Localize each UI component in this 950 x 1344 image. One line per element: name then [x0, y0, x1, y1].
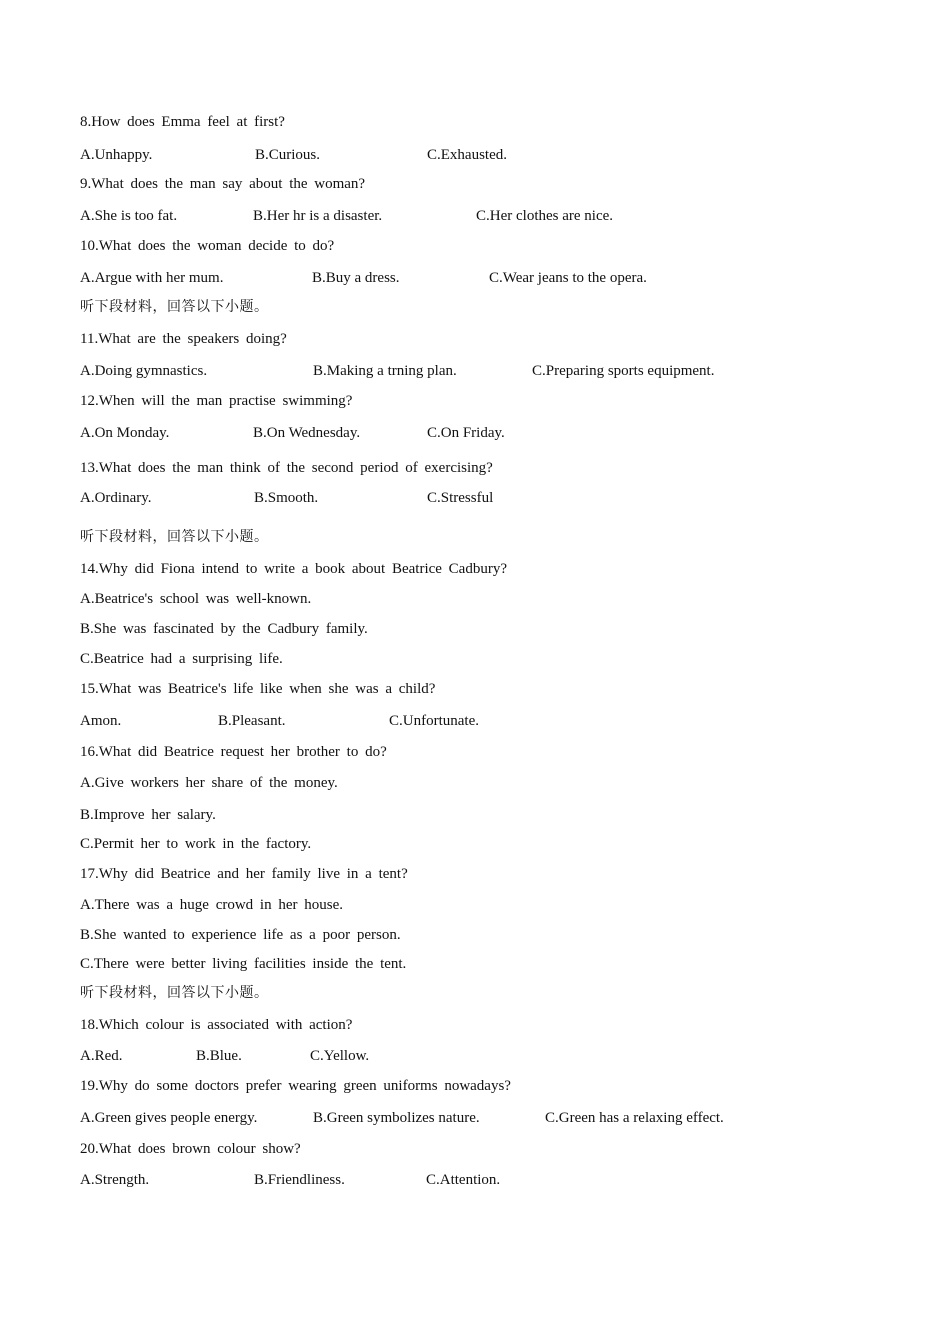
question-line: 18.Which colour is associated with action? [80, 1017, 353, 1033]
question-line: 17.Why did Beatrice and her family live in a tent? [80, 866, 408, 882]
question-line: 20.What does brown colour show? [80, 1141, 301, 1157]
section-instruction: 听下段材料，回答以下小题。 [80, 985, 269, 1001]
answer-option: B.Her hr is a disaster. [253, 208, 383, 224]
answer-option: B.Blue. [196, 1048, 242, 1064]
question-line: C.There were better living facilities inside the tent. [80, 956, 407, 972]
question-line: 11.What are the speakers doing? [80, 331, 287, 347]
question-line: B.Improve her salary. [80, 807, 216, 823]
question-line: B.She was fascinated by the Cadbury family. [80, 621, 368, 637]
answer-option: B.Green symbolizes nature. [313, 1110, 480, 1126]
section-instruction: 听下段材料，回答以下小题。 [80, 299, 269, 315]
question-line: C.Beatrice had a surprising life. [80, 651, 283, 667]
answer-option: C.Her clothes are nice. [476, 208, 614, 224]
question-line: 15.What was Beatrice's life like when she was a child? [80, 681, 436, 697]
answer-option: C.Attention. [426, 1172, 501, 1188]
question-line: A.Beatrice's school was well-known. [80, 591, 312, 607]
answer-option: A.She is too fat. [80, 208, 178, 224]
answer-option: B.Making a trning plan. [313, 363, 457, 379]
answer-option: C.On Friday. [427, 425, 505, 441]
answer-option: C.Unfortunate. [389, 713, 479, 729]
answer-option: B.Curious. [255, 147, 321, 163]
question-line: 10.What does the woman decide to do? [80, 238, 335, 254]
answer-option: A.Green gives people energy. [80, 1110, 258, 1126]
question-line: 19.Why do some doctors prefer wearing green uniforms nowadays? [80, 1078, 511, 1094]
answer-option: C.Exhausted. [427, 147, 507, 163]
question-line: A.There was a huge crowd in her house. [80, 897, 343, 913]
answer-option: A.On Monday. [80, 425, 170, 441]
answer-option: C.Preparing sports equipment. [532, 363, 715, 379]
answer-option: B.Buy a dress. [312, 270, 400, 286]
answer-option: Amon. [80, 713, 122, 729]
question-line: 12.When will the man practise swimming? [80, 393, 353, 409]
answer-option: C.Wear jeans to the opera. [489, 270, 647, 286]
answer-option: A.Unhappy. [80, 147, 153, 163]
answer-option: C.Green has a relaxing effect. [545, 1110, 724, 1126]
question-line: B.She wanted to experience life as a poor person. [80, 927, 401, 943]
answer-option: B.Friendliness. [254, 1172, 345, 1188]
answer-option: A.Strength. [80, 1172, 150, 1188]
answer-option: B.On Wednesday. [253, 425, 361, 441]
answer-option: A.Red. [80, 1048, 123, 1064]
answer-option: A.Ordinary. [80, 490, 152, 506]
answer-option: B.Smooth. [254, 490, 319, 506]
answer-option: C.Yellow. [310, 1048, 370, 1064]
question-line: 8.How does Emma feel at first? [80, 114, 285, 130]
question-line: 13.What does the man think of the second period of exercising? [80, 460, 493, 476]
answer-option: A.Argue with her mum. [80, 270, 224, 286]
question-line: 9.What does the man say about the woman? [80, 176, 366, 192]
answer-option: A.Doing gymnastics. [80, 363, 208, 379]
answer-option: C.Stressful [427, 490, 494, 506]
question-line: C.Permit her to work in the factory. [80, 836, 312, 852]
question-line: 16.What did Beatrice request her brother to do? [80, 744, 387, 760]
section-instruction: 听下段材料，回答以下小题。 [80, 529, 269, 545]
answer-option: B.Pleasant. [218, 713, 286, 729]
question-line: A.Give workers her share of the money. [80, 775, 338, 791]
question-line: 14.Why did Fiona intend to write a book about Beatrice Cadbury? [80, 561, 507, 577]
